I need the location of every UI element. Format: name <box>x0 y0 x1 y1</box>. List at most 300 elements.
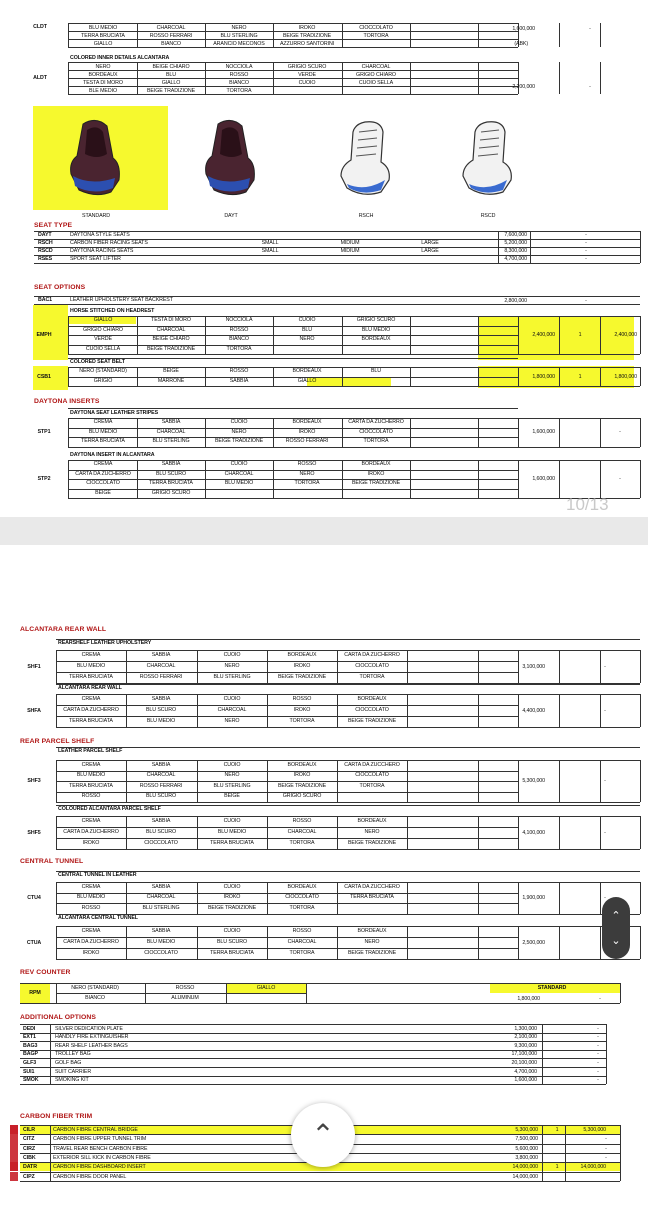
option-code: DATR <box>23 1164 37 1171</box>
grid-rule <box>68 94 518 95</box>
color-option: BORDEAUX <box>361 461 391 467</box>
column-rule <box>306 983 307 1003</box>
color-option: ROSSO <box>229 368 249 374</box>
color-option: SABBIA <box>161 419 181 425</box>
table-rule <box>34 255 640 256</box>
empty-total: - <box>585 256 587 262</box>
line-total: - <box>605 1145 607 1152</box>
column-rule <box>640 882 641 914</box>
color-option: NERO <box>95 64 111 70</box>
color-option: TERRA BRUCIATA <box>81 438 125 444</box>
column-rule <box>56 926 57 959</box>
column-rule <box>640 418 641 447</box>
option-code: EMPH <box>36 332 52 338</box>
column-rule <box>342 23 343 47</box>
column-rule <box>410 23 411 47</box>
block-top-rule <box>56 914 640 915</box>
column-rule <box>337 760 338 802</box>
grid-rule <box>68 354 518 355</box>
option-code: DAYT <box>38 232 52 238</box>
color-option: TORTORA <box>294 480 320 486</box>
table-rule <box>20 1084 606 1085</box>
column-rule <box>407 694 408 727</box>
option-code: RPM <box>29 990 41 996</box>
table-rule <box>20 1003 620 1004</box>
color-option: IROKO <box>82 949 100 956</box>
empty-total: - <box>604 707 606 714</box>
color-option: BEIGE TRADIZIONE <box>146 88 196 94</box>
color-option: CARTA DA ZUCHERRO <box>75 470 131 477</box>
color-option: BORDEAUX <box>287 883 317 890</box>
seat-image-rsch <box>331 118 401 203</box>
row-marker <box>10 1153 18 1162</box>
option-code: SHF5 <box>27 829 41 836</box>
color-option: IROKO <box>293 706 311 713</box>
color-option: BEIGE TRADIZIONE <box>347 717 397 724</box>
color-option: NERO <box>364 828 380 835</box>
table-rule <box>20 983 620 984</box>
chevron-up-icon: ⌃ <box>311 1118 335 1151</box>
column-rule <box>342 418 343 447</box>
block-top-rule <box>56 871 640 872</box>
color-option: BORDEAUX <box>357 927 387 934</box>
empty-total: - <box>597 1077 599 1084</box>
empty-total: - <box>597 1051 599 1058</box>
grid-rule <box>68 47 518 48</box>
color-option: SABBIA <box>229 377 249 384</box>
option-price: 14,000,000 <box>512 1164 538 1171</box>
color-option: CIOCCOLATO <box>355 662 389 669</box>
color-option: CUOIO <box>223 927 241 934</box>
color-option: BEIGE <box>95 489 111 496</box>
color-option: BEIGE TRADIZIONE <box>277 782 327 789</box>
column-rule <box>559 650 560 683</box>
color-option: NERO <box>364 938 380 945</box>
column-rule <box>337 882 338 914</box>
option-note: (ABK) <box>514 41 528 47</box>
empty-total: - <box>589 26 591 32</box>
color-option: BLU SCURO <box>216 938 247 945</box>
color-option: BIANCO <box>229 336 249 342</box>
color-option: NERO <box>231 428 247 435</box>
grid-rule <box>68 386 518 387</box>
option-price: 2,500,000 <box>522 939 545 946</box>
color-option: TORTORA <box>363 33 389 39</box>
color-option: BEIGE CHIARO <box>152 336 190 342</box>
color-option: TORTORA <box>289 904 315 911</box>
color-option: ARANCIO MECONOS <box>213 41 265 47</box>
color-option: CUOIO <box>298 317 316 323</box>
color-option: IROKO <box>367 470 385 477</box>
color-option: SABBIA <box>151 695 171 702</box>
column-rule <box>197 816 198 849</box>
option-code: CIPZ <box>23 1173 35 1180</box>
color-option: BEIGE TRADIZIONE <box>347 839 397 846</box>
color-option: NOCCIOLA <box>225 64 253 70</box>
column-rule <box>559 460 560 498</box>
price-rule <box>478 802 640 803</box>
column-rule <box>407 650 408 683</box>
column-rule <box>559 816 560 849</box>
color-option: BIANCO <box>229 80 249 86</box>
column-rule <box>56 694 57 727</box>
color-option: ROSSO <box>229 72 249 78</box>
column-rule <box>410 460 411 498</box>
option-description: SILVER DEDICATION PLATE <box>55 1025 123 1032</box>
option-price: 9,300,000 <box>514 1042 537 1049</box>
column-rule <box>68 62 69 94</box>
column-rule <box>559 316 560 354</box>
seat-image-standard <box>61 118 131 203</box>
color-option: BORDEAUX <box>287 651 317 658</box>
column-rule <box>137 316 138 354</box>
column-rule <box>640 367 641 386</box>
column-rule <box>559 418 560 447</box>
option-code: RSES <box>38 256 53 262</box>
table-rule <box>56 993 306 994</box>
column-rule <box>205 460 206 498</box>
color-option: CIOCCOLATO <box>144 949 178 956</box>
column-rule <box>205 62 206 94</box>
column-rule <box>137 62 138 94</box>
color-option: CREMA <box>81 883 101 890</box>
grid-rule <box>68 498 518 499</box>
column-rule <box>407 926 408 959</box>
grid-rule <box>68 39 518 40</box>
color-option: TESTA DI MORO <box>83 80 123 86</box>
color-option: CHARCOAL <box>146 662 176 669</box>
grid-rule <box>68 86 518 87</box>
empty-total: - <box>597 1068 599 1075</box>
column-rule <box>410 316 411 354</box>
color-option: NERO (STANDARD) <box>71 985 119 991</box>
block-top-rule <box>56 747 640 748</box>
color-option: TERRA BRUCIATA <box>350 894 394 900</box>
color-option: GRIGIO <box>93 377 113 384</box>
color-option: ROSSO <box>297 461 317 467</box>
color-option: TORTORA <box>289 949 315 956</box>
color-option: ROSSO <box>292 817 312 824</box>
option-code: STP1 <box>37 429 51 436</box>
color-option: BORDEAUX <box>292 368 322 374</box>
option-description: SPORT SEAT LIFTER <box>70 256 121 262</box>
column-rule <box>56 983 57 1003</box>
color-option: BIANCO <box>85 995 105 1001</box>
color-option: CUOIO <box>223 651 241 658</box>
option-price: 3,800,000 <box>515 1154 538 1161</box>
column-rule <box>56 882 57 914</box>
grid-rule <box>68 447 518 448</box>
option-price: 8,300,000 <box>504 248 527 254</box>
column-rule <box>342 367 343 386</box>
empty-total: - <box>597 1025 599 1032</box>
option-code: CTUA <box>26 939 42 946</box>
chevron-up-icon[interactable]: ⌃ <box>611 909 621 922</box>
column-rule <box>337 694 338 727</box>
color-option: IROKO <box>223 894 241 900</box>
color-option: CIOCCOLATO <box>86 480 120 486</box>
color-option: BLU STERLING <box>142 904 180 911</box>
option-code: EXT1 <box>23 1034 36 1041</box>
size-small: SMALL <box>261 240 279 246</box>
color-option: SABBIA <box>151 817 171 824</box>
table-rule <box>34 304 640 305</box>
row-marker <box>10 1172 18 1181</box>
option-price: 2,800,000 <box>504 298 527 304</box>
column-rule <box>498 231 499 263</box>
size-large: LARGE <box>421 240 439 246</box>
color-option: BLU STERLING <box>220 33 258 39</box>
color-option: BORDEAUX <box>88 72 118 78</box>
color-option: BLU MEDIO <box>361 326 391 333</box>
color-option: BLU MEDIO <box>76 894 106 900</box>
option-description: GOLF BAG <box>55 1059 82 1066</box>
color-option: NERO <box>224 717 240 724</box>
color-option: TORTORA <box>289 839 315 846</box>
column-rule <box>68 316 69 354</box>
color-option: IROKO <box>82 839 100 846</box>
color-option: BEIGE CHIARO <box>152 64 190 70</box>
block-top-rule <box>56 805 640 806</box>
option-code: BAGP <box>23 1051 38 1058</box>
price-rule <box>478 727 640 728</box>
column-rule <box>478 418 479 447</box>
color-option: NERO (STANDARD) <box>79 368 127 374</box>
option-code: STP2 <box>37 476 51 482</box>
column-rule <box>559 926 560 959</box>
color-option: CHARCOAL <box>156 428 186 435</box>
column-rule <box>267 760 268 802</box>
row-marker <box>10 1134 18 1143</box>
section-title-seat-options: SEAT OPTIONS <box>34 284 86 291</box>
grid-rule <box>56 802 518 803</box>
color-option: GRIGIO SCURO <box>151 489 191 496</box>
color-option: VERDE <box>94 336 112 342</box>
color-option: BEIGE TRADIZIONE <box>207 904 257 911</box>
column-rule <box>205 316 206 354</box>
column-rule <box>600 418 601 447</box>
option-code: SHFA <box>27 707 41 714</box>
column-rule <box>137 418 138 447</box>
column-rule <box>137 23 138 47</box>
color-option: BEIGE TRADIZIONE <box>351 480 401 486</box>
empty-total: - <box>585 240 587 246</box>
column-rule <box>478 882 479 914</box>
column-rule <box>640 816 641 849</box>
option-price: 3,100,000 <box>522 663 545 670</box>
color-option: GIALLO <box>93 317 113 323</box>
seat-image-rscd <box>453 118 523 203</box>
price-rule <box>478 959 640 960</box>
option-description: CARBON FIBRE UPPER TUNNEL TRIM <box>53 1136 147 1143</box>
back-to-top-button[interactable] <box>291 1103 355 1167</box>
column-rule <box>126 882 127 914</box>
color-option: BEIGE TRADIZIONE <box>277 673 327 680</box>
option-description: DAYTONA STYLE SEATS <box>70 232 130 238</box>
block-header: COLOURED ALCANTARA PARCEL SHELF <box>58 806 161 812</box>
line-total: 14,000,000 <box>580 1164 606 1171</box>
color-option: ROSSO FERRARI <box>139 673 183 680</box>
option-price: 1,800,000 <box>532 373 555 380</box>
color-option: CUOIO <box>223 883 241 890</box>
color-option: SABBIA <box>161 461 181 467</box>
grid-rule <box>68 408 518 409</box>
column-rule <box>197 694 198 727</box>
option-code: RSCD <box>38 248 53 254</box>
column-rule <box>137 460 138 498</box>
block-header: DAYTONA INSERT IN ALCANTARA <box>70 452 155 458</box>
empty-total: - <box>597 1034 599 1041</box>
color-option: CUOIO <box>230 461 248 467</box>
color-option: CIOCCOLATO <box>144 839 178 846</box>
option-price: 7,600,000 <box>504 232 527 238</box>
option-price: 1,900,000 <box>522 894 545 901</box>
block-header: LEATHER PARCEL SHELF <box>58 748 123 754</box>
option-code: BAG3 <box>23 1042 38 1049</box>
grid-rule <box>68 358 518 359</box>
column-rule <box>197 926 198 959</box>
column-rule <box>559 882 560 914</box>
column-rule <box>559 23 560 47</box>
empty-total: - <box>585 232 587 238</box>
color-option: BLU <box>370 368 381 374</box>
color-option: BLU SCURO <box>145 828 176 835</box>
grid-rule <box>68 70 518 71</box>
chevron-down-icon[interactable]: ⌄ <box>611 934 621 947</box>
color-option: CREMA <box>81 651 101 658</box>
color-option: IROKO <box>293 772 311 778</box>
page-scroll-control[interactable] <box>602 897 630 959</box>
color-option: CREMA <box>81 695 101 702</box>
line-total: 2,400,000 <box>614 332 637 338</box>
column-rule <box>640 926 641 959</box>
color-option: TERRA BRUCIATA <box>210 839 254 846</box>
column-rule <box>68 460 69 498</box>
column-rule <box>56 760 57 802</box>
color-option: TERRA BRUCIATA <box>149 480 193 486</box>
color-option: BLU MEDIO <box>224 480 254 486</box>
option-price: 1,600,000 <box>514 1077 537 1084</box>
block-top-rule <box>56 684 640 685</box>
price-rule <box>478 849 640 850</box>
column-rule <box>267 816 268 849</box>
option-price: 1,800,000 <box>517 996 540 1002</box>
color-option: CREMA <box>81 761 101 768</box>
color-option: BLE MEDIO <box>89 88 117 94</box>
color-option: CHARCOAL <box>146 894 176 900</box>
column-rule <box>606 1024 607 1084</box>
option-description: CARBON FIBRE DASHBOARD INSERT <box>53 1164 146 1171</box>
color-option: MARRONE <box>157 377 185 384</box>
column-rule <box>273 316 274 354</box>
column-rule <box>273 62 274 94</box>
color-option: TORTORA <box>359 782 385 789</box>
block-header: HORSE STITCHED ON HEADREST <box>70 308 155 314</box>
quantity: 1 <box>555 1164 559 1171</box>
section-title-alcantara-rear-wall: ALCANTARA REAR WALL <box>20 626 107 633</box>
color-option: TORTORA <box>363 438 389 444</box>
option-code: SHF3 <box>27 778 41 784</box>
option-price: 1,600,000 <box>532 476 555 482</box>
empty-total: - <box>597 1059 599 1066</box>
option-description: CARBON FIBRE CENTRAL BRIDGE <box>53 1127 138 1133</box>
seat-image-caption: DAYT <box>224 213 238 219</box>
line-total: - <box>605 1136 607 1143</box>
grid-rule <box>68 31 518 32</box>
size-medium: MIDIUM <box>340 248 360 254</box>
color-option: CHARCOAL <box>217 706 247 713</box>
option-code: CITZ <box>23 1136 35 1143</box>
column-rule <box>640 231 641 263</box>
color-option: NERO <box>231 25 247 31</box>
color-option: SABBIA <box>151 651 171 658</box>
grid-rule <box>68 23 518 24</box>
section-title-rev-counter: REV COUNTER <box>20 969 71 976</box>
column-rule <box>410 367 411 386</box>
option-description: CARBON FIBRE DOOR PANEL <box>53 1173 127 1180</box>
column-rule <box>56 816 57 849</box>
color-option: ALUMINUM <box>171 995 199 1001</box>
column-rule <box>205 418 206 447</box>
color-option: CUOIO <box>223 761 241 768</box>
color-option: ROSSO <box>229 326 249 333</box>
empty-total: - <box>585 248 587 254</box>
column-rule <box>559 694 560 727</box>
size-medium: MIDIUM <box>340 240 360 246</box>
column-rule <box>478 367 479 386</box>
option-price: 1,600,000 <box>532 429 555 436</box>
color-option: BIANCO <box>161 41 181 47</box>
color-option: ROSSO <box>292 927 312 934</box>
block-header: REARSHELF LEATHER UPHOLSTERY <box>58 640 152 646</box>
price-rule <box>478 354 640 355</box>
line-total: - <box>605 1154 607 1161</box>
color-option: BEIGE TRADIZIONE <box>347 949 397 956</box>
color-option: CUOIO <box>230 419 248 425</box>
color-option: CHARCOAL <box>287 828 317 835</box>
color-option: ROSSO FERRARI <box>285 438 329 444</box>
option-code: DEDI <box>23 1025 36 1032</box>
column-rule <box>542 1024 543 1084</box>
color-option: BEIGE TRADIZIONE <box>282 33 332 39</box>
empty-total: - <box>599 996 601 1002</box>
color-option: CHARCOAL <box>156 25 186 31</box>
grid-rule <box>56 959 518 960</box>
section-title-daytona-inserts: DAYTONA INSERTS <box>34 398 100 405</box>
section-title-carbon-fiber-trim: CARBON FIBER TRIM <box>20 1113 93 1120</box>
color-option: CARTA DA ZUCHERRO <box>348 419 404 425</box>
color-option: CHARCOAL <box>361 64 391 70</box>
color-option: GRIGIO CHIARO <box>356 72 396 78</box>
quantity: 1 <box>578 373 582 380</box>
selected-marker <box>10 1125 18 1134</box>
column-rule <box>410 418 411 447</box>
column-rule <box>267 650 268 683</box>
option-description: DAYTONA RACING SEATS <box>70 248 134 254</box>
color-option: CARTA DA ZUCCHERO <box>344 883 400 890</box>
color-option: BEIGE TRADIZIONE <box>146 345 196 352</box>
color-option: BEIGE TRADIZIONE <box>214 438 264 444</box>
seat-image-caption: RSCD <box>480 213 496 219</box>
color-option: TORTORA <box>289 717 315 724</box>
color-option: SABBIA <box>151 761 171 768</box>
grid-rule <box>68 78 518 79</box>
empty-total: - <box>585 298 587 304</box>
option-price: 7,500,000 <box>515 1136 538 1143</box>
color-option: BLU <box>301 326 312 333</box>
column-rule <box>600 23 601 47</box>
option-description: TROLLEY BAG <box>55 1051 91 1058</box>
